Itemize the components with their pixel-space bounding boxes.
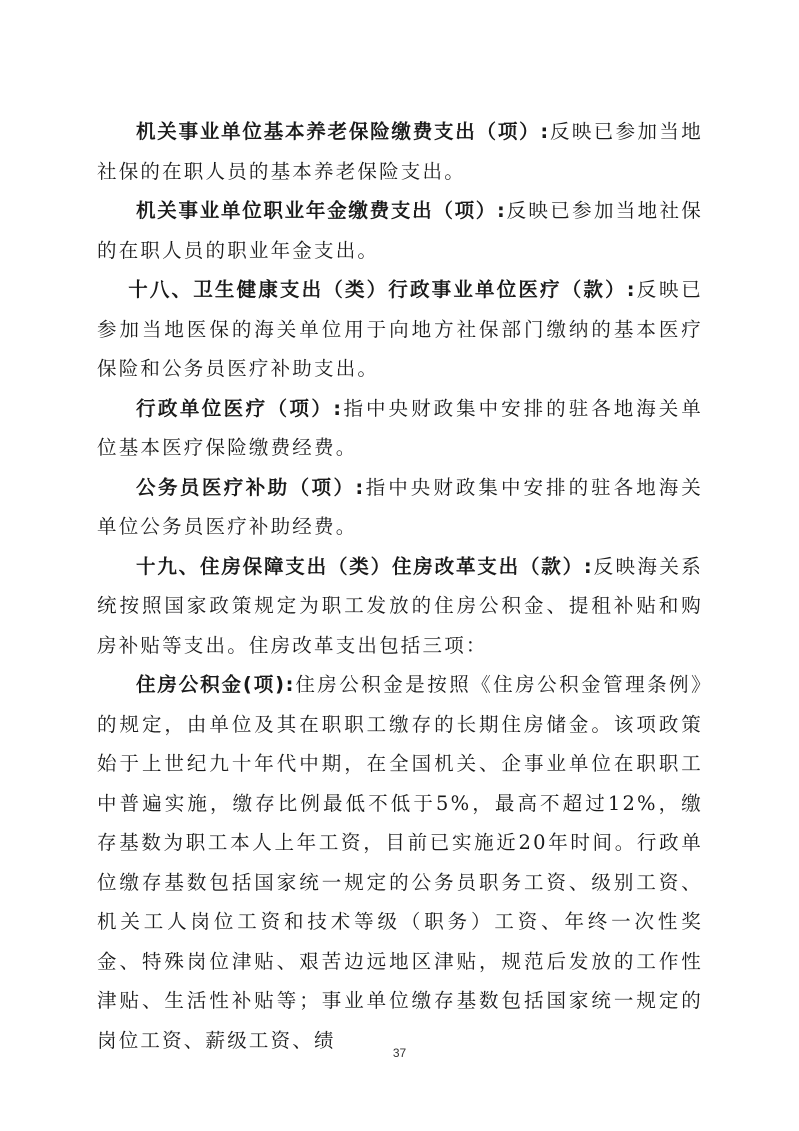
paragraph-text: 指中央财政集中安排的驻各地海关单位公务员医疗补助经费。 bbox=[97, 475, 703, 538]
paragraph-text: 指中央财政集中安排的驻各地海关单位基本医疗保险缴费经费。 bbox=[97, 396, 703, 459]
paragraph-admin-medical bbox=[97, 389, 703, 468]
paragraph-occupational-annuity bbox=[97, 191, 703, 270]
paragraph-housing-fund bbox=[97, 665, 703, 1060]
paragraph-text: 住房公积金是按照《住房公积金管理条例》的规定，由单位及其在职职工缴存的长期住房储金。该项政策始于上世纪九十年代中期，在全国机关、企事业单位在职职工中普遍实施，缴存比例最低不低于5%，最高不超过12%，缴存基数为职工本人上年工资，目前已实施近20年时间。行政单位缴存基数包括国家统一规定的公务员职务工资、级别工资、机关工人岗位工资和技术等级（职务）工资、年终一次性奖金、特殊岗位津贴、艰苦边远地区津贴，规范后发放的工作性津贴、生活性补贴等；事业单位缴存基数包括国家统一规定的岗位工资、薪级工资、绩 bbox=[97, 673, 703, 1052]
paragraph-text: 反映已参加当地社保的在职人员的基本养老保险支出。 bbox=[97, 120, 703, 183]
paragraph-heading: 公务员医疗补助（项）: bbox=[136, 475, 365, 499]
paragraph-heading: 行政单位医疗（项）: bbox=[136, 396, 343, 420]
paragraph-heading: 十九、住房保障支出（类）住房改革支出（款）: bbox=[136, 554, 594, 578]
paragraph-heading: 机关事业单位基本养老保险缴费支出（项）: bbox=[136, 120, 550, 143]
paragraph-text: 反映海关系统按照国家政策规定为职工发放的住房公积金、提租补贴和购房补贴等支出。住房改革支出包括三项： bbox=[97, 554, 703, 657]
document-body bbox=[97, 112, 703, 1060]
paragraph-health-expenditure bbox=[97, 270, 703, 389]
paragraph-text: 反映已参加当地社保的在职人员的职业年金支出。 bbox=[97, 199, 703, 262]
paragraph-civil-servant-medical bbox=[97, 468, 703, 547]
paragraph-pension bbox=[97, 112, 703, 191]
paragraph-heading: 住房公积金(项): bbox=[136, 673, 296, 696]
paragraph-heading: 十八、卫生健康支出（类）行政事业单位医疗（款）: bbox=[128, 278, 637, 301]
paragraph-heading: 机关事业单位职业年金缴费支出（项）: bbox=[136, 199, 507, 222]
paragraph-text: 反映已参加当地医保的海关单位用于向地方社保部门缴纳的基本医疗保险和公务员医疗补助支出。 bbox=[97, 278, 703, 380]
page-number: 37 bbox=[392, 1046, 407, 1060]
paragraph-housing-expenditure bbox=[97, 547, 703, 666]
